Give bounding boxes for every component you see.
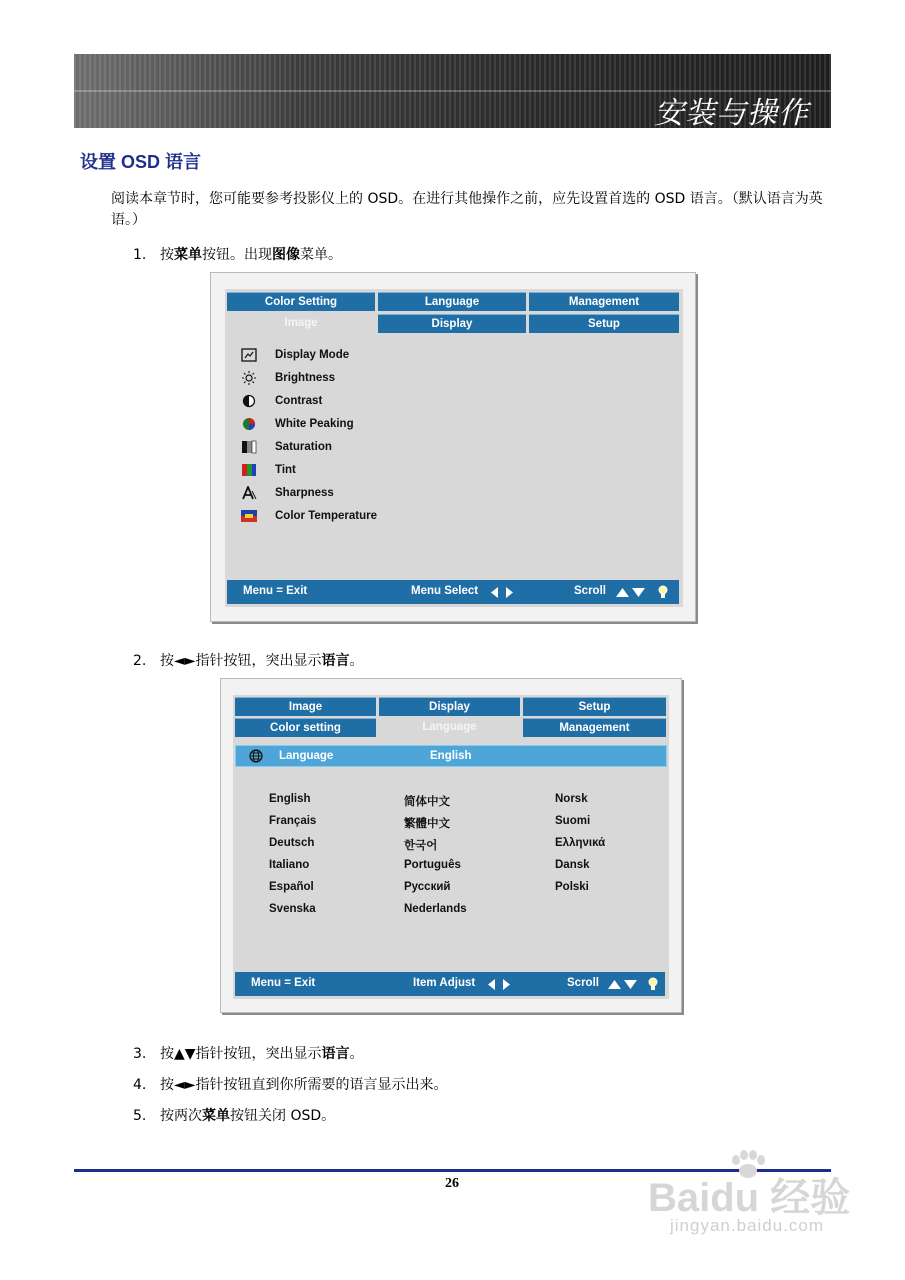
tab-display-2[interactable]: Display <box>379 697 520 716</box>
tab-color-setting-2[interactable]: Color setting <box>235 718 376 737</box>
osd-footer <box>227 580 679 604</box>
footer-exit-2: Menu = Exit <box>251 977 316 989</box>
footer-scroll-2: Scroll <box>567 977 599 989</box>
lang-option[interactable]: English <box>269 793 311 805</box>
footer-scroll: Scroll <box>574 585 606 597</box>
lang-option[interactable]: 한국어 <box>404 840 438 852</box>
up-down-arrows-icon <box>608 980 638 989</box>
osd-footer-2 <box>235 972 665 996</box>
lang-option[interactable]: Suomi <box>555 815 591 827</box>
header-title: 安装与操作 <box>654 96 809 131</box>
lang-option[interactable]: Dansk <box>555 859 590 871</box>
lang-option[interactable]: Ελληνικά <box>555 837 606 849</box>
step-2: 2. 按◄►指针按钮，突出显示语言。 <box>133 653 364 669</box>
color-temperature-icon <box>241 509 257 523</box>
tab-language[interactable]: Language <box>378 292 526 311</box>
footer-exit: Menu = Exit <box>243 585 308 597</box>
tab-display[interactable]: Display <box>378 314 526 333</box>
lang-option[interactable]: Português <box>404 859 461 871</box>
up-down-arrows-icon <box>616 588 646 597</box>
footer-item-adjust: Item Adjust <box>413 977 476 989</box>
lang-option[interactable]: Norsk <box>555 793 588 805</box>
tab-color-setting[interactable]: Color Setting <box>227 292 375 311</box>
tint-icon <box>241 463 257 477</box>
step-1: 1. 按菜单按钮。出现图像菜单。 <box>133 247 342 263</box>
osd-language-menu <box>220 678 682 1013</box>
tab-setup-2[interactable]: Setup <box>523 697 666 716</box>
contrast-icon <box>241 394 257 408</box>
left-right-arrows-icon <box>488 979 510 990</box>
intro-paragraph: 阅读本章节时，您可能要参考投影仪上的 OSD。在进行其他操作之前，应先设置首选的 OSD 语言。（默认语言为英语。） <box>111 191 823 228</box>
watermark-main: Baidu 经验 <box>648 1176 851 1220</box>
lightbulb-icon <box>647 977 659 991</box>
step-5: 5. 按两次菜单按钮关闭 OSD。 <box>133 1108 336 1124</box>
lang-option[interactable]: Español <box>269 881 314 893</box>
lang-option[interactable]: Nederlands <box>404 903 467 915</box>
tab-management[interactable]: Management <box>529 292 679 311</box>
tab-language-2[interactable]: Language <box>422 721 477 733</box>
lang-option[interactable]: Français <box>269 815 317 827</box>
osd-panel: Color Setting Language Management Image Display Setup Display Mode Brightness Contrast White Peaking Saturation Tint Sharpness Color Temperature Menu = Exit Menu Select Scroll <box>225 289 683 607</box>
saturation-icon <box>241 440 257 454</box>
lang-option[interactable]: Русский <box>404 881 451 893</box>
section-title: 设置 OSD 语言 <box>80 152 202 172</box>
language-selected-row[interactable] <box>235 745 667 767</box>
tab-image[interactable]: Image <box>284 317 318 329</box>
lang-option[interactable]: Polski <box>555 881 589 893</box>
white-peaking-icon <box>241 417 257 431</box>
sharpness-icon <box>241 486 257 500</box>
watermark-url: jingyan.baidu.com <box>670 1216 825 1235</box>
footer-menu-select: Menu Select <box>411 585 479 597</box>
osd-panel-2 <box>233 695 669 999</box>
brightness-icon <box>241 371 257 385</box>
header-banner <box>74 54 831 131</box>
language-value: English <box>430 750 472 762</box>
lightbulb-icon <box>657 585 669 599</box>
step-3: 3. 按▲▼指针按钮，突出显示语言。 <box>133 1046 364 1062</box>
left-right-arrows-icon <box>491 587 513 598</box>
osd-image-menu <box>210 272 696 622</box>
display-mode-icon <box>241 348 257 362</box>
tab-image-2[interactable]: Image <box>235 697 376 716</box>
lang-option[interactable]: Svenska <box>269 903 316 915</box>
tab-management-2[interactable]: Management <box>523 718 666 737</box>
lang-option[interactable]: 简体中文 <box>404 796 450 808</box>
step-4: 4. 按◄►指针按钮直到你所需要的语言显示出来。 <box>133 1077 448 1093</box>
tab-setup[interactable]: Setup <box>529 314 679 333</box>
language-label: Language <box>279 750 334 762</box>
baidu-watermark <box>640 1150 880 1260</box>
lang-option[interactable]: Italiano <box>269 859 310 871</box>
globe-icon <box>249 749 263 763</box>
lang-option[interactable]: 繁體中文 <box>404 818 450 830</box>
lang-option[interactable]: Deutsch <box>269 837 315 849</box>
page-number: 26 <box>445 1176 459 1191</box>
